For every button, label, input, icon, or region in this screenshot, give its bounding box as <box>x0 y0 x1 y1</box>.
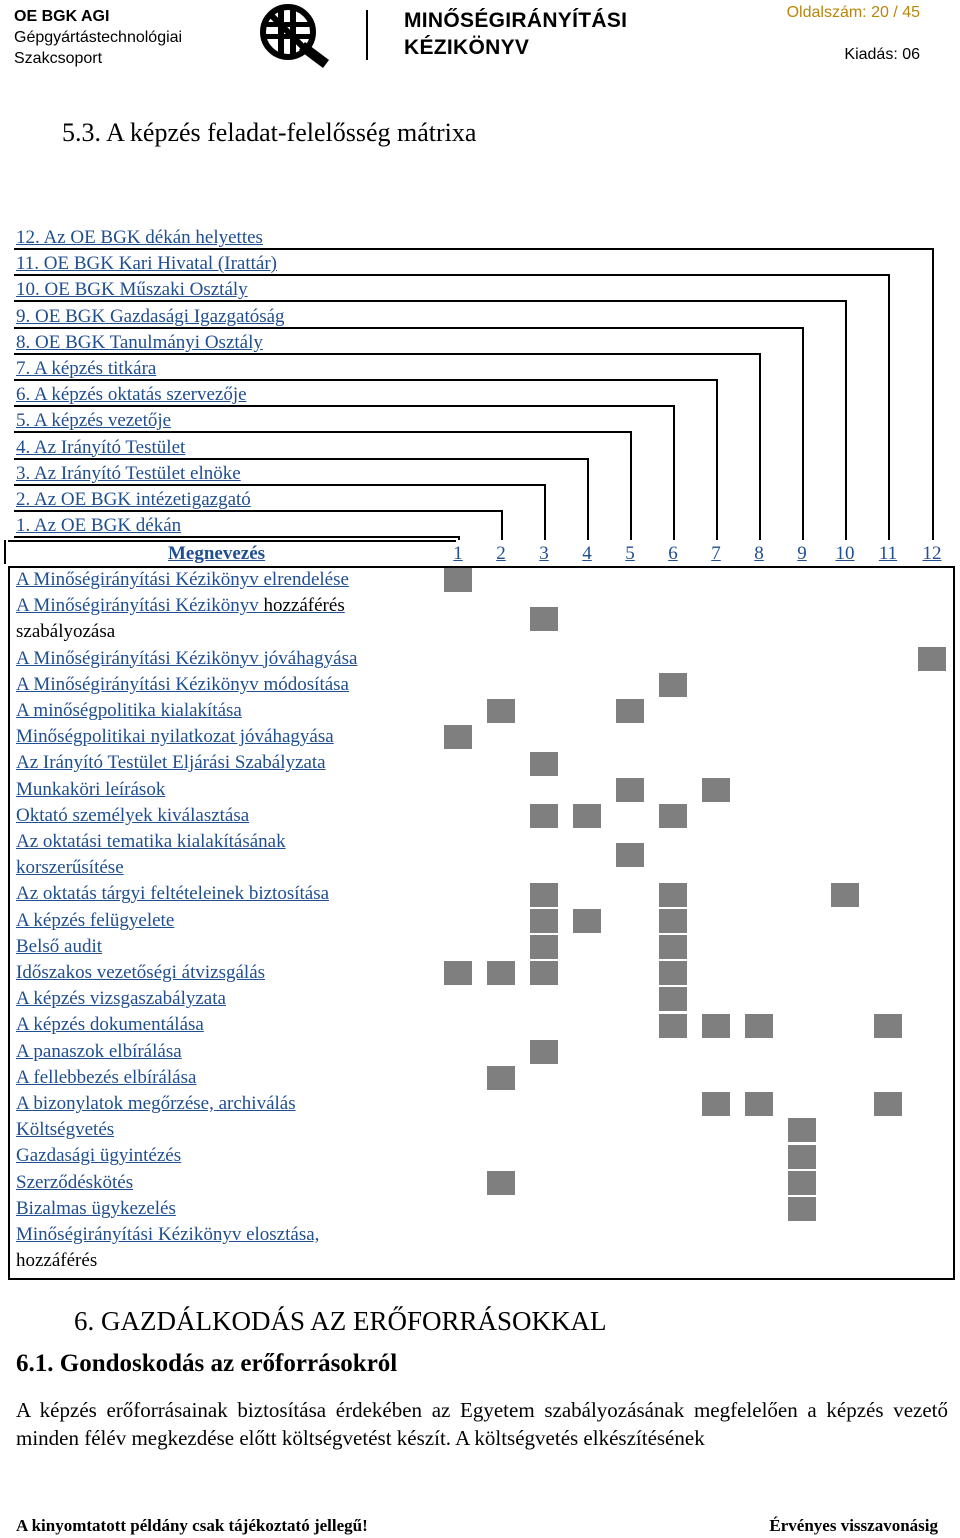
row-label-text: Munkaköri leírások <box>16 778 166 800</box>
role-legend-1: 1. Az OE BGK dékán <box>16 515 182 537</box>
row-label-text: A képzés dokumentálása <box>16 1014 204 1036</box>
table-row-label <box>16 593 345 619</box>
role-legend-4: 4. Az Irányító Testület <box>16 436 186 458</box>
role-connector-v <box>673 405 675 540</box>
role-connector-h <box>14 353 759 355</box>
column-number-1: 1 <box>453 543 463 564</box>
responsibility-mark <box>831 883 859 907</box>
table-right-border <box>953 566 955 1278</box>
table-row-label <box>16 698 242 724</box>
table-row-label <box>16 986 226 1012</box>
responsibility-mark <box>530 1040 558 1064</box>
table-row-label <box>16 908 174 934</box>
role-connector-v <box>630 431 632 540</box>
table-header-label: Megnevezés <box>168 543 266 564</box>
manual-brand <box>404 7 627 61</box>
responsibility-mark <box>487 1171 515 1195</box>
row-label-text: Minőségirányítási Kézikönyv elosztása, <box>16 1224 320 1245</box>
table-row-label <box>16 567 349 593</box>
section-title: 5.3. A képzés feladat-felelősség mátrixa <box>62 118 477 147</box>
table-row-label <box>16 1091 296 1117</box>
role-legend-2: 2. Az OE BGK intézetigazgató <box>16 489 251 510</box>
footer-note: A kinyomtatott példány csak tájékoztató jellegű! <box>16 1516 368 1535</box>
table-row-label <box>16 1222 319 1248</box>
page-number: Oldalszám: 20 / 45 <box>786 4 920 21</box>
responsibility-mark <box>659 1014 687 1038</box>
role-connector-h <box>14 274 888 276</box>
section-6-title: 6. GAZDÁLKODÁS AZ ERŐFORRÁSOKKAL <box>74 1306 607 1336</box>
responsibility-mark <box>788 1197 816 1221</box>
responsibility-mark <box>874 1014 902 1038</box>
table-row-label <box>16 724 334 750</box>
row-label-text: Szerződéskötés <box>16 1171 134 1193</box>
responsibility-mark <box>788 1145 816 1169</box>
role-connector-v <box>544 484 546 540</box>
responsibility-mark <box>659 883 687 907</box>
responsibility-mark <box>702 1092 730 1116</box>
table-row-label <box>16 1012 204 1038</box>
responsibility-mark <box>788 1118 816 1142</box>
table-row-label <box>16 881 329 907</box>
row-label-text: A Minőségirányítási Kézikönyv <box>16 595 264 617</box>
role-connector-v <box>501 510 503 540</box>
role-legend-7: 7. A képzés titkára <box>16 358 157 379</box>
university-logo-icon <box>256 2 340 68</box>
row-label-text: Az Irányító Testület Eljárási Szabályzata <box>16 752 326 774</box>
role-legend-9: 9. OE BGK Gazdasági Igazgatóság <box>16 305 285 327</box>
header-org-block <box>14 6 182 69</box>
role-connector-v <box>802 327 804 540</box>
row-label-text: A fellebbezés elbírálása <box>16 1066 197 1088</box>
dept-line-2: Szakcsoport <box>14 50 103 67</box>
responsibility-mark <box>530 883 558 907</box>
row-label-text: A képzés felügyelete <box>16 909 175 931</box>
role-legend-6: 6. A képzés oktatás szervezője <box>16 384 247 406</box>
responsibility-mark <box>659 987 687 1011</box>
table-row-label-cont: szabályozása <box>16 621 116 643</box>
column-number-9: 9 <box>797 543 807 564</box>
role-connector-h <box>14 510 501 512</box>
column-number-5: 5 <box>625 543 635 564</box>
row-label-text: A bizonylatok megőrzése, archiválás <box>16 1093 296 1114</box>
responsibility-mark <box>487 699 515 723</box>
table-row-label <box>16 777 165 803</box>
column-number-2: 2 <box>496 543 506 564</box>
body-paragraph: A képzés erőforrásainak biztosítása érdekében az Egyetem szabályozásának megfelelően a képzés vezető minden félév megkezdése előtt költségvetést készít. A költségvetés elkészítésének <box>16 1398 948 1450</box>
brand-line-1: MINŐSÉGIRÁNYÍTÁSI <box>404 9 628 32</box>
responsibility-mark <box>659 935 687 959</box>
table-row-label <box>16 1065 196 1091</box>
role-connector-h <box>14 536 458 538</box>
responsibility-mark <box>659 804 687 828</box>
responsibility-mark <box>530 607 558 631</box>
row-label-text: Belső audit <box>16 935 103 957</box>
responsibility-mark <box>487 961 515 985</box>
responsibility-mark <box>616 778 644 802</box>
row-label-text: A Minőségirányítási Kézikönyv elrendelése <box>16 569 349 590</box>
row-label-text: A Minőségirányítási Kézikönyv módosítása <box>16 673 349 695</box>
role-connector-h <box>14 431 630 433</box>
responsibility-mark <box>745 1092 773 1116</box>
column-number-11: 11 <box>878 543 898 564</box>
role-connector-h <box>14 379 716 381</box>
footer-validity: Érvényes visszavonásig <box>769 1516 938 1535</box>
responsibility-mark <box>530 909 558 933</box>
row-label-text: A panaszok elbírálása <box>16 1040 182 1062</box>
row-label-text: A minőségpolitika kialakítása <box>16 700 242 721</box>
role-legend-11: 11. OE BGK Kari Hivatal (Irattár) <box>16 253 277 275</box>
row-label-text: Költségvetés <box>16 1119 115 1141</box>
role-connector-v <box>932 248 934 540</box>
column-number-7: 7 <box>711 543 721 564</box>
responsibility-mark <box>487 1066 515 1090</box>
responsibility-mark <box>702 1014 730 1038</box>
table-left-border <box>8 566 10 1278</box>
responsibility-mark <box>573 909 601 933</box>
brand-line-2: KÉZIKÖNYV <box>404 36 530 59</box>
table-row-label-cont: hozzáférés <box>16 1250 98 1272</box>
table-row-label <box>16 1117 114 1143</box>
row-label-text: Időszakos vezetőségi átvizsgálás <box>16 962 266 983</box>
dept-line-1: Gépgyártástechnológiai <box>14 29 183 46</box>
role-legend-3: 3. Az Irányító Testület elnöke <box>16 462 241 484</box>
role-connector-h <box>14 327 802 329</box>
responsibility-mark <box>874 1092 902 1116</box>
column-number-10: 10 <box>835 543 855 564</box>
column-number-8: 8 <box>754 543 764 564</box>
row-label-text: A képzés vizsgaszabályzata <box>16 988 226 1010</box>
column-number-12: 12 <box>922 543 942 564</box>
role-connector-h <box>14 405 673 407</box>
table-row-label <box>16 1143 181 1169</box>
responsibility-mark <box>616 699 644 723</box>
role-legend-10: 10. OE BGK Műszaki Osztály <box>16 279 248 301</box>
table-row-label <box>16 646 357 672</box>
table-row-label <box>16 1039 182 1065</box>
row-label-text: A Minőségirányítási Kézikönyv jóváhagyása <box>16 647 358 669</box>
responsibility-mark <box>530 804 558 828</box>
org-name: OE BGK AGI <box>14 8 110 25</box>
table-left-tick <box>4 540 6 564</box>
row-label-text: Az oktatási tematika kialakításának <box>16 831 286 852</box>
role-connector-v <box>845 300 847 540</box>
table-row-label <box>16 1170 133 1196</box>
responsibility-mark <box>745 1014 773 1038</box>
responsibility-mark <box>918 647 946 671</box>
responsibility-mark <box>788 1171 816 1195</box>
responsibility-mark <box>530 752 558 776</box>
role-connector-h <box>14 300 845 302</box>
role-connector-v <box>888 274 890 540</box>
section-6-1-title: 6.1. Gondoskodás az erőforrásokról <box>16 1350 398 1377</box>
table-row-label <box>16 750 326 776</box>
row-label-text: Gazdasági ügyintézés <box>16 1145 182 1167</box>
role-legend-5: 5. A képzés vezetője <box>16 410 172 432</box>
table-row-label-cont: korszerűsítése <box>16 857 124 879</box>
responsibility-mark <box>573 804 601 828</box>
issue-number: Kiadás: 06 <box>844 46 920 63</box>
row-label-text: Minőségpolitikai nyilatkozat jóváhagyása <box>16 726 334 748</box>
responsibility-mark <box>659 673 687 697</box>
table-row-label <box>16 672 349 698</box>
table-bottom-border <box>8 1278 955 1280</box>
table-row-label <box>16 960 265 986</box>
responsibility-mark <box>530 961 558 985</box>
role-legend-12: 12. Az OE BGK dékán helyettes <box>16 227 263 248</box>
column-number-3: 3 <box>539 543 549 564</box>
role-legend-8: 8. OE BGK Tanulmányi Osztály <box>16 331 263 353</box>
responsibility-mark <box>659 961 687 985</box>
role-connector-v <box>587 458 589 540</box>
table-row-label <box>16 1196 176 1222</box>
responsibility-mark <box>616 843 644 867</box>
role-connector-v <box>716 379 718 540</box>
responsibility-mark <box>444 725 472 749</box>
table-row-label <box>16 934 102 960</box>
row-label-plain: hozzáférés <box>263 595 345 617</box>
column-number-4: 4 <box>582 543 592 564</box>
responsibility-mark <box>444 568 472 592</box>
responsibility-mark <box>702 778 730 802</box>
responsibility-mark <box>444 961 472 985</box>
header-divider <box>366 10 368 60</box>
role-connector-h <box>14 484 544 486</box>
role-connector-h <box>14 458 587 460</box>
responsibility-mark <box>659 909 687 933</box>
row-label-text: Az oktatás tárgyi feltételeinek biztosítása <box>16 883 330 905</box>
table-row-label <box>16 829 286 855</box>
column-number-6: 6 <box>668 543 678 564</box>
row-label-text: Bizalmas ügykezelés <box>16 1197 176 1219</box>
role-connector-v <box>458 536 460 540</box>
table-row-label <box>16 803 249 829</box>
responsibility-mark <box>530 935 558 959</box>
role-connector-v <box>759 353 761 540</box>
row-label-text: Oktató személyek kiválasztása <box>16 804 250 826</box>
role-connector-h <box>14 248 932 250</box>
